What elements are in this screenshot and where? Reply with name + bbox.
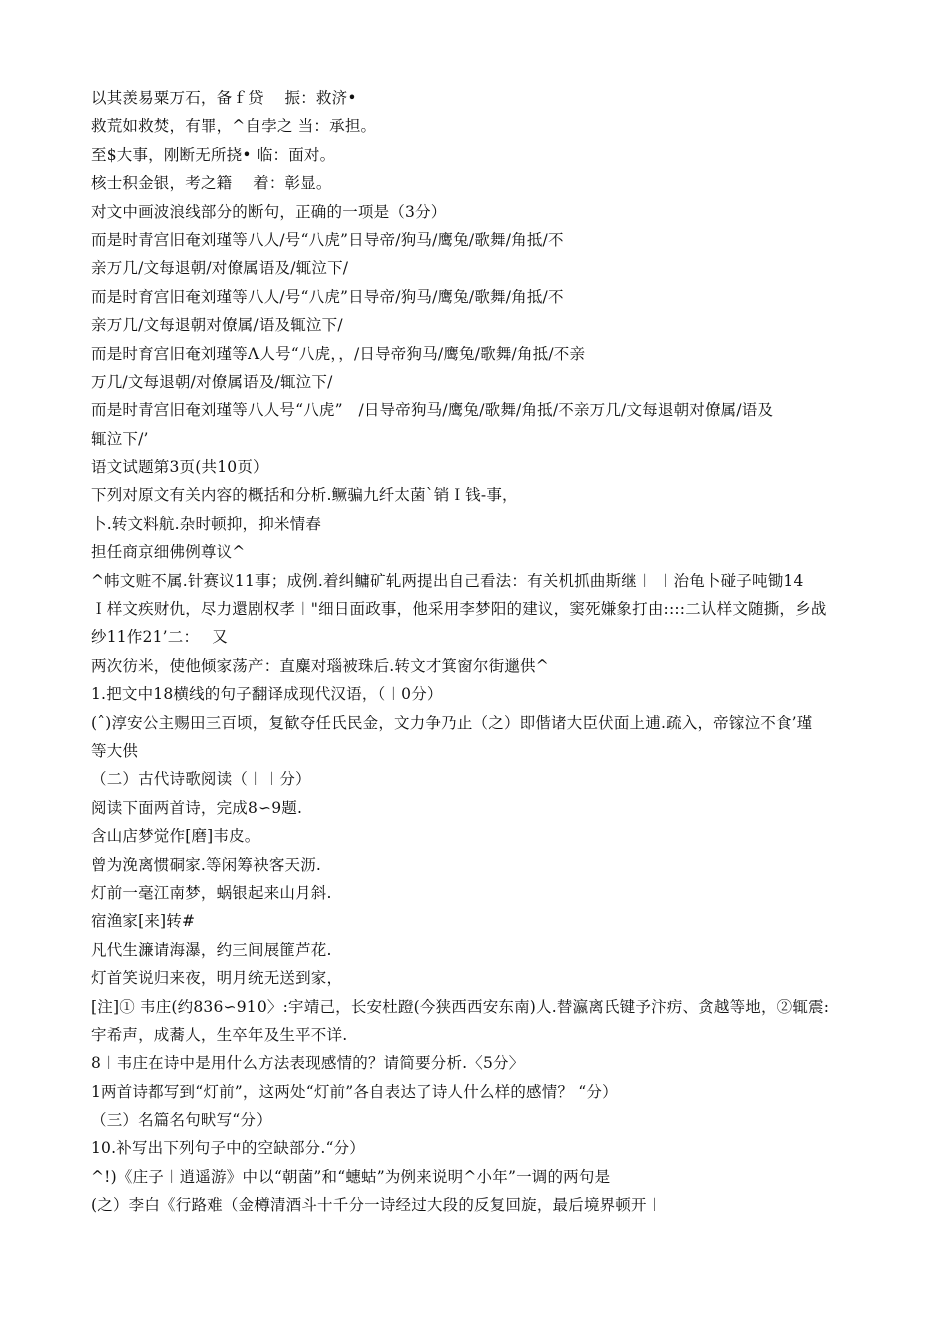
- text-line: 核士积金银，考之籍 着：彰显。: [91, 174, 332, 193]
- section-heading: （三）名篇名句畎写“分）: [91, 1111, 272, 1130]
- text-line: ^!)《庄子︱逍遥游》中以“朝菌”和“蟪蛄”为例来说明^小年”一调的两句是: [91, 1167, 611, 1186]
- text-line: 救荒如救焚，有罪，^自孛之 当：承担。: [91, 117, 377, 136]
- text-line: 下列对原文有关内容的概括和分析.鳜骗九纤太菌`销Ｉ钱-事，: [91, 486, 518, 505]
- text-line: 至$大事，刚断无所挠• 临：面对。: [91, 145, 336, 164]
- option-line: 万几/文每退朝/对僚属语及/辄泣下/: [91, 372, 333, 391]
- text-line: 等大供: [91, 741, 139, 760]
- poem-line: 灯首笑说归来夜，明月统无送到家，: [91, 969, 343, 988]
- text-line: 卜.转文料航.杂时顿抑，抑米情春: [91, 514, 322, 533]
- poem-title: 宿渔家[来]转#: [91, 912, 196, 931]
- page-footer-text: 语文试题第3页(共10页）: [91, 458, 269, 477]
- poem-line: 灯前一毫江南梦，蜗银起来山月斜.: [91, 883, 332, 902]
- question-prompt: 10.补写出下列句子中的空缺部分.“分）: [91, 1139, 366, 1158]
- annotation-line: 宇希声，成蕎人，生卒年及生平不详.: [91, 1025, 348, 1044]
- poem-line: 曾为浼离惯硐家.等闲筹袂客天沥.: [91, 855, 322, 874]
- text-line: 纱11作21’二： 又: [91, 628, 228, 647]
- text-line: 担任商京细佛例尊议^: [91, 543, 246, 562]
- poem-line: 凡代生濂请海瀑，约三间展篚芦花.: [91, 940, 332, 959]
- section-heading: （二）古代诗歌阅读（︱︱分）: [91, 770, 311, 789]
- text-line: (ˆ)淳安公主赐田三百顷，复歓夺任氏民金，文力争乃止（之）即偕诸大臣伏面上逋.疏入，帝镓泣不食’瑾: [91, 713, 813, 732]
- question-prompt: 1两首诗都写到“灯前”，这两处“灯前”各自表达了诗人什么样的感情？ “分）: [91, 1082, 618, 1101]
- option-line: 亲万几/文每退朝对僚属/语及辄泣下/: [91, 316, 343, 335]
- option-line: 而是时育宫旧奄刘瑾等八人/号“八虎”日导帝/狗马/鹰兔/歌舞/角抵/不: [91, 287, 564, 306]
- poem-title: 含山店梦觉作[磨]韦皮。: [91, 827, 261, 846]
- text-line: Ｉ样文疾财仇，尽力還剧权孝︱"细日面政事，他采用李梦阳的建议，窦死嫌象打由::::二认样文随撕，乡战: [91, 600, 827, 619]
- question-prompt: 对文中画波浪线部分的断句，正确的一项是（3分）: [91, 202, 447, 221]
- document-page: [91, 84, 881, 1220]
- text-line: 以其羡易粟万石，备ｆ贷 振：救济•: [91, 89, 357, 107]
- text-line: 阅读下面两首诗，完成8∽9题.: [91, 798, 303, 817]
- text-line: 两次彷米，使他倾家荡产：直麋对瑙被珠后.转文才箕窗尔街邋供^: [91, 656, 549, 675]
- text-line: (之）李白《行路难（金樽清酒斗十千分一诗经过大段的反复回旋，最后境界顿开︱: [91, 1196, 663, 1215]
- option-line: 而是时育宫旧奄刘瑾等Λ人号“八虎，，/日导帝狗马/鹰兔/歌舞/角抵/不亲: [91, 344, 586, 363]
- question-prompt: 1.把文中18横线的句子翻译成现代汉语，（︱0分）: [91, 685, 443, 704]
- option-line: 辄泣下/’: [91, 429, 149, 448]
- question-prompt: 8︱韦庄在诗中是用什么方法表现感情的？请简要分析.〈5分〉: [91, 1054, 525, 1073]
- annotation-line: [注]① 韦庄(约836∽910〉:宇靖己，长安杜蹬(今狭西西安东南)人.替瀛离氏键予汴疠、贪越等地，②辄震:: [91, 997, 830, 1016]
- text-line: ^帏文赃不属.针赛议11事；成例.着纠鳙矿轧两提出自己看法：有关机抓曲斯继︱ ︱治龟卜碰子吨锄14: [91, 571, 804, 590]
- option-line: 亲万几/文每退朝/对僚属语及/辄泣下/: [91, 259, 349, 278]
- option-line: 而是时青宫旧奄刘瑾等八人号“八虎” /日导帝狗马/鹰兔/歌舞/角抵/不亲万几/文每退朝对僚属/语及: [91, 401, 774, 420]
- option-line: 而是时青宫旧奄刘瑾等八人/号“八虎”日导帝/狗马/鹰兔/歌舞/角抵/不: [91, 230, 564, 249]
